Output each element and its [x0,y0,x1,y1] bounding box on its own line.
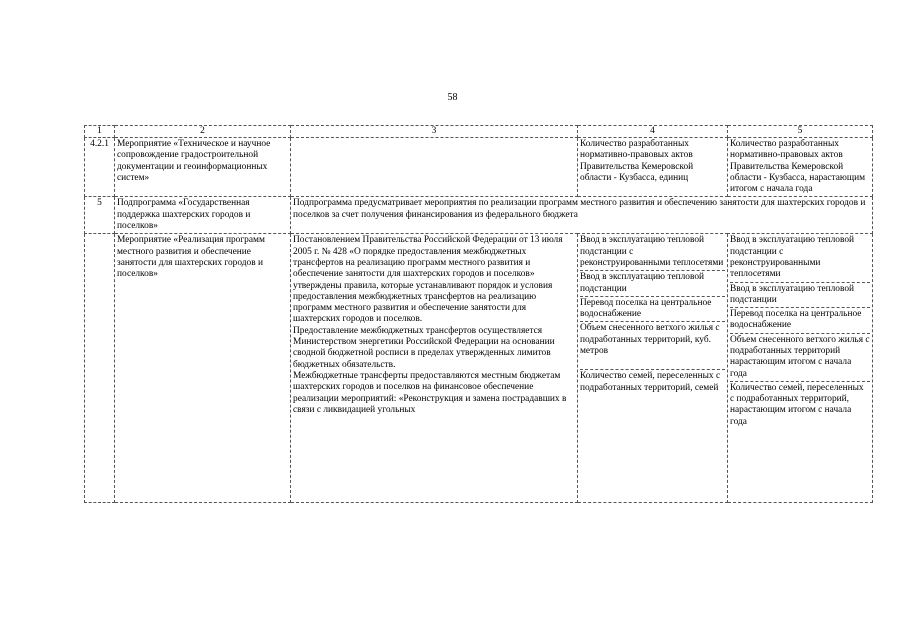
indicator-item: Ввод в эксплуатацию тепловой подстанции [580,272,725,297]
event-description [291,234,578,503]
event-description [291,138,578,197]
indicator-item: Объем снесенного ветхого жилья с подработанных территорий, куб. метров [580,323,725,370]
indicator-item: Ввод в эксплуатацию тепловой подстанции с реконструированными теплосетями [580,235,725,271]
indicator-item: Объем снесенного ветхого жилья с подработанных территорий нарастающим итогом с начала года [730,335,870,382]
subprogram-description: Подпрограмма предусматривает мероприятия по реализации программ местного развития и обеспечению занятости для шахтерских городов и поселков за счет получения финансирования из федерального бюджета [291,197,873,234]
event-name: Мероприятие «Техническое и научное сопровождение градостроительной документации и геоинформационных систем» [115,138,291,197]
page-number: 58 [447,92,458,103]
indicators-col-5 [728,234,873,503]
indicator-item: Количество семей, переселенных с подработанных территорий, нарастающим итогом с начала года [730,382,864,427]
indicator-col-4: Количество разработанных нормативно-правовых актов Правительства Кемеровской области - Кузбасса, единиц [578,138,728,197]
row-number: 4.2.1 [85,138,115,197]
indicator-item: Перевод поселка на центральное водоснабжение [580,298,725,323]
header-col-1: 1 [85,126,115,138]
table-row-4-2-1 [85,138,873,197]
indicator-col-5: Количество разработанных нормативно-правовых актов Правительства Кемеровской области - Кузбасса, нарастающим итогом с начала года [728,138,873,197]
description-paragraph-1: Постановлением Правительства Российской Федерации от 13 июля 2005 г. № 428 «О порядке предоставления межбюджетных трансфертов на реализацию программ местного развития и обеспечение занятости для шахтерских городов и поселков» утверждены правила, которые устанавливают порядок и условия предоставления межбюджетных трансфертов на реализацию программ местного развития и обеспечение занятости для шахтерских городов и поселков. [293,235,563,325]
event-name: Мероприятие «Реализация программ местного развития и обеспечение занятости для шахтерских городов и поселков» [115,234,291,503]
header-col-4: 4 [578,126,728,138]
program-table [84,125,873,503]
header-col-2: 2 [115,126,291,138]
table-row-event [85,234,873,503]
indicator-item: Ввод в эксплуатацию тепловой подстанции с реконструированными теплосетями [730,235,870,282]
row-number: 5 [85,197,115,234]
description-paragraph-2: Предоставление межбюджетных трансфертов осуществляется Министерством энергетики Российской Федерации на основании сводной бюджетной росписи в пределах утвержденных лимитов бюджетных обязательств. [293,325,555,370]
indicators-col-4 [578,234,728,503]
indicator-item: Ввод в эксплуатацию тепловой подстанции [730,284,870,309]
header-col-5: 5 [728,126,873,138]
row-number [85,234,115,503]
table-row-5 [85,197,873,234]
description-text [293,235,575,501]
subprogram-name: Подпрограмма «Государственная поддержка шахтерских городов и поселков» [115,197,291,234]
header-col-3: 3 [291,126,578,138]
indicator-item: Количество семей, переселенных с подработанных территорий, семей [580,371,721,393]
description-paragraph-3: Межбюджетные трансферты предоставляются местным бюджетам шахтерских городов и поселков на финансовое обеспечение реализации мероприятий: «Реконструкция и замена пострадавших в связи с ликвидацией угольных [293,370,567,415]
header-row [85,126,873,138]
indicator-item: Перевод поселка на центральное водоснабжение [730,309,870,334]
